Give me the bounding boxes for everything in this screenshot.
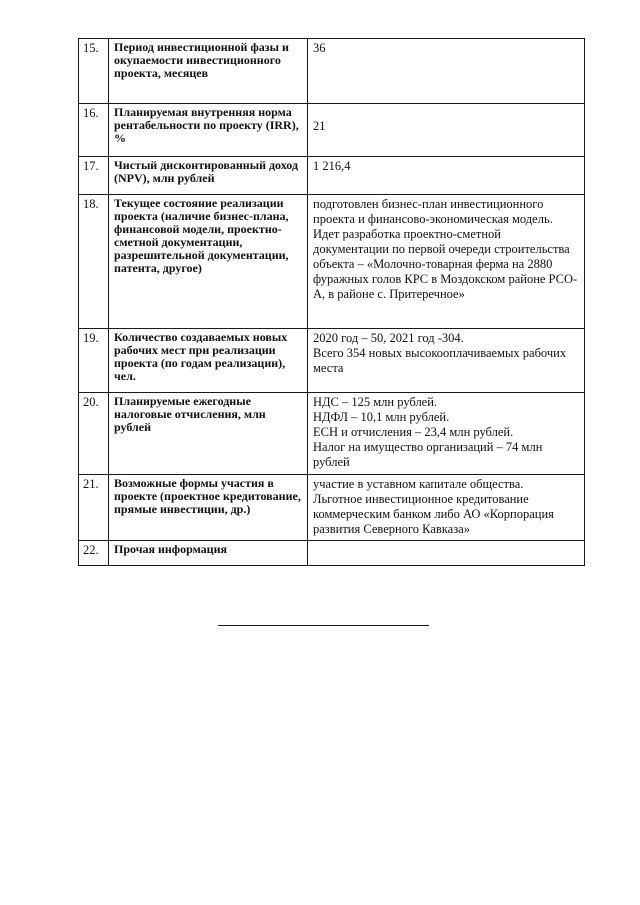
project-info-table (78, 38, 585, 566)
row-value-line: подготовлен бизнес-план инвестиционного проекта и финансово-экономическая модель. Идет разработка проектно-сметной документации по первой очереди строительства объекта – «Молочно-товарная ферма на 2880 фуражных голов КРС в Моздокском районе РСО-А, в районе с. Притеречное» (313, 197, 578, 301)
row-number: 22. (79, 541, 109, 566)
row-value-line: Налог на имущество организаций – 74 млн рублей (313, 440, 543, 469)
table-row (79, 541, 585, 566)
row-number: 21. (79, 475, 109, 541)
row-value (308, 104, 585, 157)
row-label: Планируемые ежегодные налоговые отчисления, млн рублей (109, 393, 308, 475)
row-value-line: НДФЛ – 10,1 млн рублей. (313, 410, 450, 424)
row-label: Текущее состояние реализации проекта (наличие бизнес-плана, финансовой модели, проектно-сметной документации, разрешительной документации, патента, другое) (109, 195, 308, 329)
table-row (79, 393, 585, 475)
row-label: Прочая информация (109, 541, 308, 566)
table-row (79, 475, 585, 541)
table-row (79, 39, 585, 104)
row-value-line: Льготное инвестиционное кредитование коммерческим банком либо АО «Корпорация развития Северного Кавказа» (313, 492, 554, 536)
row-value (308, 39, 585, 104)
row-number: 20. (79, 393, 109, 475)
signature-line (218, 625, 429, 626)
row-number: 19. (79, 329, 109, 393)
row-value-line: НДС – 125 млн рублей. (313, 395, 438, 409)
row-value-line: участие в уставном капитале общества. (313, 477, 524, 491)
table-row (79, 157, 585, 195)
row-value-line: 36 (313, 41, 326, 55)
row-value-line: 2020 год – 50, 2021 год -304. (313, 331, 464, 345)
table-row (79, 195, 585, 329)
row-number: 16. (79, 104, 109, 157)
table-row (79, 329, 585, 393)
row-value (308, 195, 585, 329)
row-value-line: Всего 354 новых высокооплачиваемых рабочих места (313, 346, 567, 375)
row-value (308, 541, 585, 566)
row-value (308, 329, 585, 393)
row-number: 18. (79, 195, 109, 329)
row-value (308, 475, 585, 541)
row-value (308, 393, 585, 475)
row-value-line: 1 216,4 (313, 159, 351, 173)
row-value-line: ЕСН и отчисления – 23,4 млн рублей. (313, 425, 514, 439)
row-value (308, 157, 585, 195)
table-row (79, 104, 585, 157)
row-label: Возможные формы участия в проекте (проектное кредитование, прямые инвестиции, др.) (109, 475, 308, 541)
row-label: Чистый дисконтированный доход (NPV), млн рублей (109, 157, 308, 195)
row-value-line: 21 (313, 119, 326, 133)
row-number: 17. (79, 157, 109, 195)
row-label: Период инвестиционной фазы и окупаемости инвестиционного проекта, месяцев (109, 39, 308, 104)
row-number: 15. (79, 39, 109, 104)
row-label: Количество создаваемых новых рабочих мест при реализации проекта (по годам реализации), чел. (109, 329, 308, 393)
row-label: Планируемая внутренняя норма рентабельности по проекту (IRR), % (109, 104, 308, 157)
